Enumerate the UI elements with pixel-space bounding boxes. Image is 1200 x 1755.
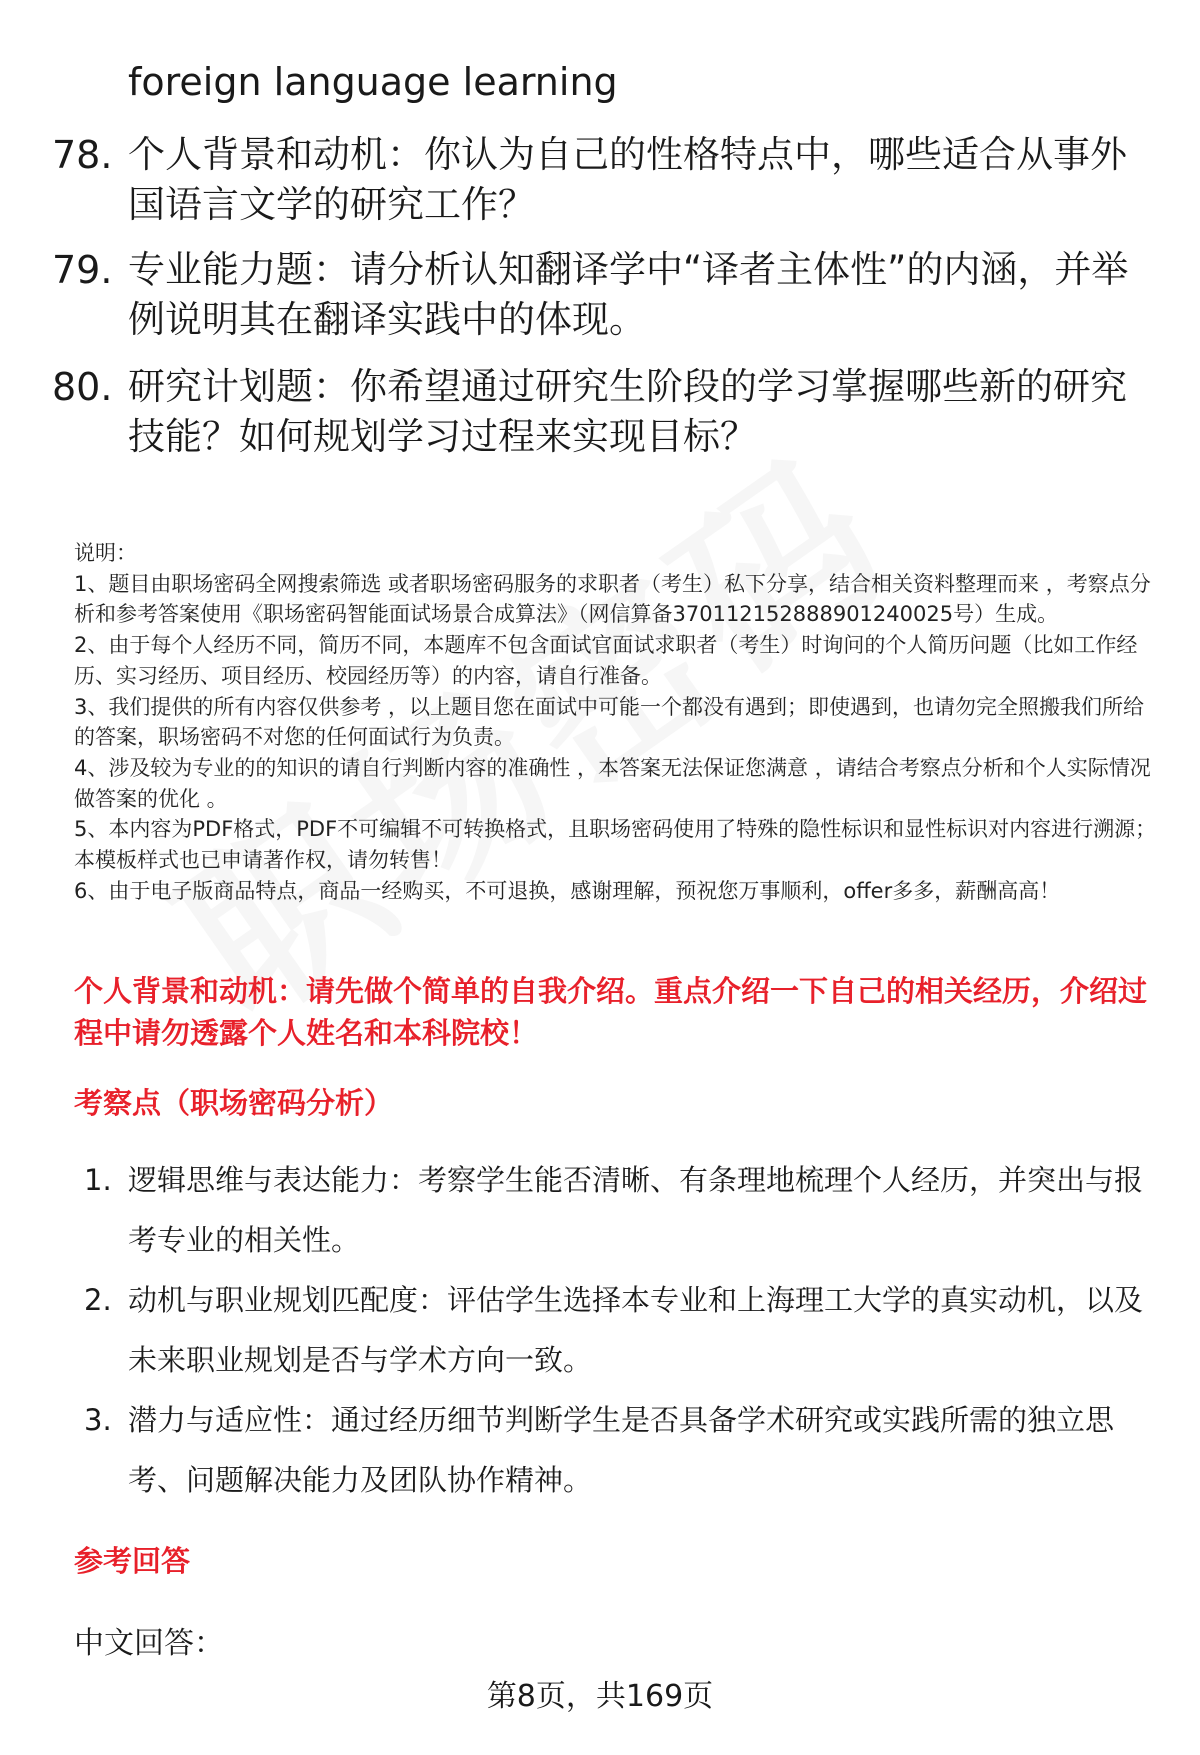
note-item: 4、涉及较为专业的的知识的请自行判断内容的准确性 ，本答案无法保证您满意 ，请结合考察点分析和个人实际情况做答案的优化 。 bbox=[74, 755, 1151, 811]
question-text: 研究计划题：你希望通过研究生阶段的学习掌握哪些新的研究技能？如何规划学习过程来实现目标？ bbox=[128, 365, 1127, 458]
question-number: 80. bbox=[52, 365, 113, 409]
point-number: 3. bbox=[84, 1403, 112, 1437]
disclaimer-notes bbox=[74, 538, 1164, 906]
notes-heading: 说明： bbox=[74, 541, 137, 565]
chinese-answer-label: 中文回答： bbox=[74, 1626, 224, 1661]
reference-answer-heading: 参考回答 bbox=[74, 1544, 191, 1578]
note-item: 3、我们提供的所有内容仅供参考 ，以上题目您在面试中可能一个都没有遇到；即使遇到，也请勿完全照搬我们所给的答案，职场密码不对您的任何面试行为负责。 bbox=[74, 694, 1145, 750]
point-text: 动机与职业规划匹配度：评估学生选择本专业和上海理工大学的真实动机，以及未来职业规划是否与学术方向一致。 bbox=[128, 1283, 1144, 1377]
note-item: 6、由于电子版商品特点，商品一经购买，不可退换，感谢理解，预祝您万事顺利，offer多多，薪酬高高！ bbox=[74, 878, 1061, 903]
continued-text: foreign language learning bbox=[128, 60, 618, 104]
question-number: 78. bbox=[52, 133, 113, 177]
page-number: 第8页，共169页 bbox=[486, 1679, 714, 1714]
point-text: 潜力与适应性：通过经历细节判断学生是否具备学术研究或实践所需的独立思考、问题解决能力及团队协作精神。 bbox=[128, 1403, 1115, 1497]
assessment-points-heading: 考察点（职场密码分析） bbox=[74, 1086, 394, 1120]
question-text: 个人背景和动机：你认为自己的性格特点中，哪些适合从事外国语言文学的研究工作？ bbox=[128, 133, 1127, 226]
question-text: 专业能力题：请分析认知翻译学中“译者主体性”的内涵，并举例说明其在翻译实践中的体现。 bbox=[128, 248, 1129, 341]
note-item: 2、由于每个人经历不同，简历不同，本题库不包含面试官面试求职者（考生）时询问的个人简历问题（比如工作经历、实习经历、项目经历、校园经历等）的内容，请自行准备。 bbox=[74, 633, 1138, 688]
interview-question-heading: 个人背景和动机：请先做个简单的自我介绍。重点介绍一下自己的相关经历，介绍过程中请勿透露个人姓名和本科院校！ bbox=[74, 974, 1148, 1050]
point-number: 2. bbox=[84, 1283, 112, 1317]
note-item: 5、本内容为PDF格式，PDF不可编辑不可转换格式，且职场密码使用了特殊的隐性标识和显性标识对内容进行溯源；本模板样式也已申请著作权，请勿转售！ bbox=[74, 817, 1157, 873]
point-number: 1. bbox=[84, 1163, 112, 1197]
question-number: 79. bbox=[52, 248, 113, 292]
note-item: 1、题目由职场密码全网搜索筛选 或者职场密码服务的求职者（考生）私下分享，结合相关资料整理而来 ，考察点分析和参考答案使用《职场密码智能面试场景合成算法》（网信算备370112152888901240025号）生成。 bbox=[74, 571, 1151, 627]
point-text: 逻辑思维与表达能力：考察学生能否清晰、有条理地梳理个人经历，并突出与报考专业的相关性。 bbox=[128, 1163, 1144, 1257]
